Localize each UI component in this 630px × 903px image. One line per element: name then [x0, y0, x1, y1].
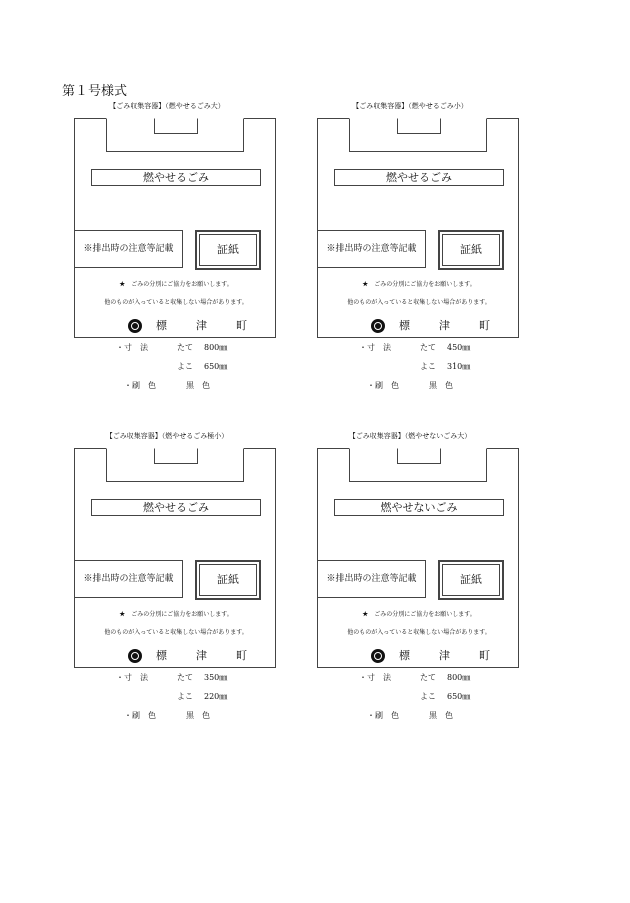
height-label: たて: [420, 673, 436, 682]
height-value: 800: [204, 343, 220, 352]
stamp-box: 証紙: [195, 560, 261, 600]
height-value: 800: [447, 673, 463, 682]
town-mark: [128, 319, 256, 333]
town-seal-icon: [128, 319, 142, 333]
height-label: たて: [177, 343, 193, 352]
notice-box: ※排出時の注意等記載: [317, 230, 426, 268]
bag-title: 燃やせるごみ: [334, 169, 504, 186]
notice-box: ※排出時の注意等記載: [317, 560, 426, 598]
print-color-label: ・刷 色: [367, 381, 399, 390]
bag-outline: [317, 118, 519, 338]
width-value: 220: [204, 692, 220, 701]
size-label: ・寸 法: [359, 673, 391, 682]
town-name: 標 津 町: [156, 649, 256, 662]
unit: ㎜: [462, 343, 471, 352]
town-seal-icon: [128, 649, 142, 663]
unit: ㎜: [219, 343, 228, 352]
collection-warning-text: 他のものが入っていると収集しない場合があります。: [347, 299, 491, 306]
collection-warning-text: 他のものが入っていると収集しない場合があります。: [104, 299, 248, 306]
print-color-label: ・刷 色: [367, 711, 399, 720]
sorting-request-text: ★ ごみの分別にご協力をお願いします。: [119, 611, 233, 618]
bag-title: 燃やせるごみ: [91, 169, 261, 186]
unit: ㎜: [219, 673, 228, 682]
width-value: 650: [204, 362, 220, 371]
stamp-box: 証紙: [438, 560, 504, 600]
size-label: ・寸 法: [116, 343, 148, 352]
height-value: 450: [447, 343, 463, 352]
bag-outline: [317, 448, 519, 668]
form-title: 第１号様式: [62, 84, 128, 99]
unit: ㎜: [462, 673, 471, 682]
width-value: 310: [447, 362, 463, 371]
town-name: 標 津 町: [399, 649, 499, 662]
width-value: 650: [447, 692, 463, 701]
bag-outline: [74, 118, 276, 338]
size-label: ・寸 法: [116, 673, 148, 682]
bag-handle-cutout: [349, 118, 487, 152]
town-mark: [128, 649, 256, 663]
bag-outline: [74, 448, 276, 668]
town-name: 標 津 町: [156, 319, 256, 332]
notice-box: ※排出時の注意等記載: [74, 560, 183, 598]
height-value: 350: [204, 673, 220, 682]
stamp-box: 証紙: [438, 230, 504, 270]
print-color-value: 黒 色: [429, 381, 453, 390]
unit: ㎜: [462, 362, 471, 371]
unit: ㎜: [219, 362, 228, 371]
height-label: たて: [177, 673, 193, 682]
collection-warning-text: 他のものが入っていると収集しない場合があります。: [104, 629, 248, 636]
width-label: よこ: [420, 692, 436, 701]
print-color-label: ・刷 色: [124, 711, 156, 720]
unit: ㎜: [462, 692, 471, 701]
town-name: 標 津 町: [399, 319, 499, 332]
town-mark: [371, 649, 499, 663]
print-color-label: ・刷 色: [124, 381, 156, 390]
panel-caption: 【ごみ収集容器】（燃やせるごみ小）: [352, 102, 468, 110]
width-label: よこ: [420, 362, 436, 371]
sorting-request-text: ★ ごみの分別にご協力をお願いします。: [119, 281, 233, 288]
print-color-value: 黒 色: [186, 711, 210, 720]
print-color-value: 黒 色: [186, 381, 210, 390]
panel-caption: 【ごみ収集容器】（燃やせないごみ大）: [348, 432, 472, 440]
town-seal-icon: [371, 649, 385, 663]
stamp-box: 証紙: [195, 230, 261, 270]
width-label: よこ: [177, 692, 193, 701]
unit: ㎜: [219, 692, 228, 701]
height-label: たて: [420, 343, 436, 352]
size-label: ・寸 法: [359, 343, 391, 352]
bag-handle-cutout: [349, 448, 487, 482]
town-mark: [371, 319, 499, 333]
bag-handle-cutout: [106, 118, 244, 152]
bag-handle-cutout: [106, 448, 244, 482]
sorting-request-text: ★ ごみの分別にご協力をお願いします。: [362, 281, 476, 288]
bag-title: 燃やせないごみ: [334, 499, 504, 516]
panel-caption: 【ごみ収集容器】（燃やせるごみ極小）: [105, 432, 229, 440]
town-seal-icon: [371, 319, 385, 333]
collection-warning-text: 他のものが入っていると収集しない場合があります。: [347, 629, 491, 636]
bag-title: 燃やせるごみ: [91, 499, 261, 516]
notice-box: ※排出時の注意等記載: [74, 230, 183, 268]
panel-caption: 【ごみ収集容器】（燃やせるごみ大）: [109, 102, 225, 110]
sorting-request-text: ★ ごみの分別にご協力をお願いします。: [362, 611, 476, 618]
print-color-value: 黒 色: [429, 711, 453, 720]
width-label: よこ: [177, 362, 193, 371]
